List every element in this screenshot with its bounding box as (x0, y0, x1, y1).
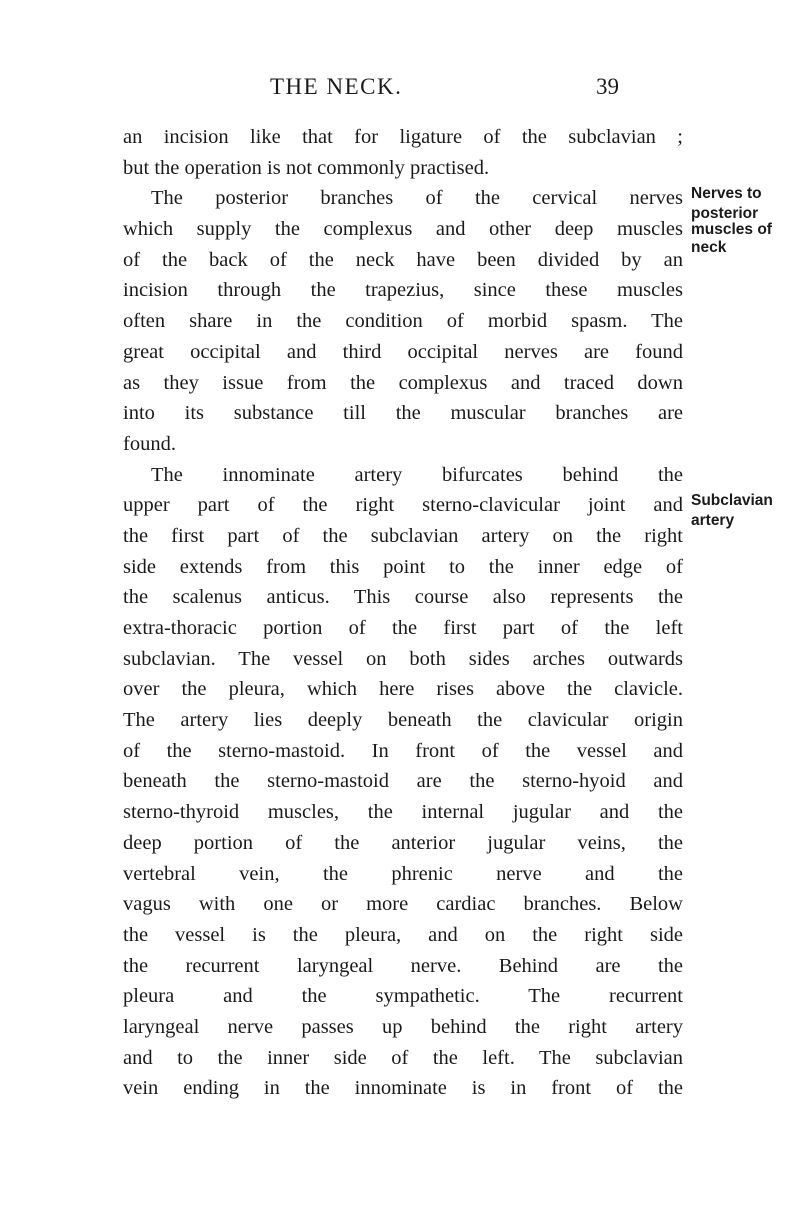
text-line: sterno-thyroid muscles, the internal jugular and the (123, 801, 683, 824)
text-line: which supply the complexus and other deep muscles (123, 218, 683, 241)
text-line: great occipital and third occipital nerves are found (123, 340, 683, 363)
text-line: beneath the sterno-mastoid are the sterno-hyoid and (123, 770, 683, 793)
running-header (0, 74, 800, 104)
text-line: of the sterno-mastoid. In front of the vessel and (123, 739, 683, 762)
text-line: The posterior branches of the cervical nerves (151, 187, 683, 210)
text-line: pleura and the sympathetic. The recurrent (123, 985, 683, 1008)
text-line: the vessel is the pleura, and on the right side (123, 923, 683, 946)
text-line: into its substance till the muscular branches are (123, 402, 683, 425)
sidenote-line: artery (691, 512, 735, 529)
text-line: The innominate artery bifurcates behind the (151, 463, 683, 486)
text-line: and to the inner side of the left. The subclavian (123, 1046, 683, 1069)
text-line: found. (123, 432, 176, 455)
sidenote-subclavian (691, 493, 773, 529)
page-number: 39 (596, 74, 619, 99)
text-line: incision through the trapezius, since these muscles (123, 279, 683, 302)
text-line: deep portion of the anterior jugular veins, the (123, 831, 683, 854)
sidenote-line: posterior (691, 205, 759, 222)
sidenote-nerves (691, 186, 772, 256)
text-line: often share in the condition of morbid spasm. The (123, 310, 683, 333)
sidenote-line: muscles of (691, 221, 772, 238)
text-line: vertebral vein, the phrenic nerve and the (123, 862, 683, 885)
sidenote-line: Nerves to (691, 185, 762, 202)
sidenote-line: neck (691, 239, 727, 256)
text-line: the scalenus anticus. This course also represents the (123, 586, 683, 609)
text-line: an incision like that for ligature of the subclavian ; (123, 126, 683, 148)
text-line: the first part of the subclavian artery on the right (123, 524, 683, 547)
text-line: over the pleura, which here rises above the clavicle. (123, 678, 683, 701)
running-title: THE NECK. (270, 74, 403, 99)
text-line: but the operation is not commonly practised. (123, 156, 490, 179)
text-line: The artery lies deeply beneath the clavicular origin (123, 709, 683, 732)
text-line: upper part of the right sterno-clavicular joint and (123, 494, 683, 517)
text-line: extra-thoracic portion of the first part of the left (123, 617, 683, 639)
sidenote-line: Subclavian (691, 492, 773, 509)
text-line: vein ending in the innominate is in front of the (123, 1077, 683, 1100)
text-line: laryngeal nerve passes up behind the right artery (123, 1015, 683, 1038)
text-line: the recurrent laryngeal nerve. Behind are the (123, 954, 683, 977)
text-line: vagus with one or more cardiac branches. Below (123, 893, 683, 916)
text-line: as they issue from the complexus and traced down (123, 371, 683, 394)
text-line: of the back of the neck have been divided by an (123, 248, 683, 271)
text-line: subclavian. The vessel on both sides arches outwards (123, 647, 683, 670)
text-line: side extends from this point to the inner edge of (123, 555, 683, 578)
body-text (123, 122, 683, 1104)
